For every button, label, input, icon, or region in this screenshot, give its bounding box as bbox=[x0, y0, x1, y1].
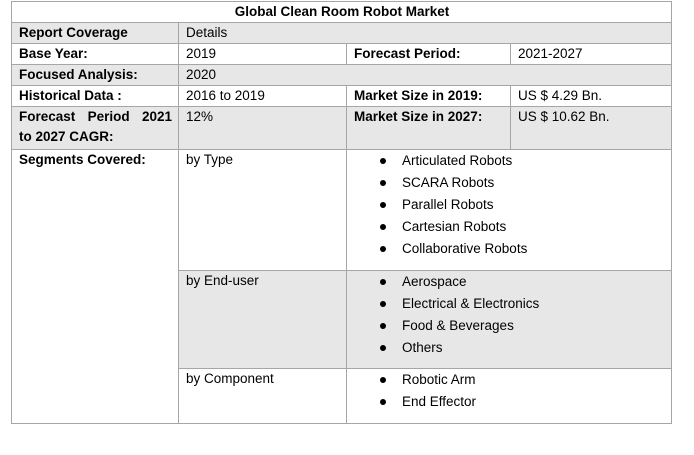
list-item-label: Electrical & Electronics bbox=[402, 296, 540, 311]
table-row bbox=[12, 65, 672, 86]
list-item-label: Articulated Robots bbox=[402, 153, 513, 168]
segment-list bbox=[354, 271, 665, 359]
segment-group-name: by End-user bbox=[179, 271, 347, 369]
table-row bbox=[12, 86, 672, 107]
list-item bbox=[354, 337, 665, 359]
bullet-icon bbox=[380, 180, 386, 186]
base-year-label: Base Year: bbox=[12, 44, 179, 65]
historical-data-label: Historical Data : bbox=[12, 86, 179, 107]
list-item bbox=[354, 271, 665, 293]
list-item bbox=[354, 293, 665, 315]
market-size-2027-label: Market Size in 2027: bbox=[347, 107, 511, 150]
list-item-label: SCARA Robots bbox=[402, 175, 495, 190]
bullet-icon bbox=[380, 202, 386, 208]
bullet-icon bbox=[380, 158, 386, 164]
bullet-icon bbox=[380, 377, 386, 383]
list-item-label: Cartesian Robots bbox=[402, 219, 507, 234]
segment-list bbox=[354, 369, 665, 413]
bullet-icon bbox=[380, 323, 386, 329]
list-item-label: Parallel Robots bbox=[402, 197, 494, 212]
forecast-period-label: Forecast Period: bbox=[347, 44, 511, 65]
segments-covered-label: Segments Covered: bbox=[12, 150, 179, 424]
bullet-icon bbox=[380, 399, 386, 405]
list-item-label: Collaborative Robots bbox=[402, 241, 528, 256]
segment-list-cell bbox=[347, 369, 672, 424]
market-size-2027-value: US $ 10.62 Bn. bbox=[511, 107, 672, 150]
list-item-label: End Effector bbox=[402, 394, 477, 409]
segment-list-cell bbox=[347, 271, 672, 369]
bullet-icon bbox=[380, 246, 386, 252]
segment-list bbox=[354, 150, 665, 260]
forecast-cagr-value: 12% bbox=[179, 107, 347, 150]
list-item-label: Aerospace bbox=[402, 274, 467, 289]
market-size-2019-label: Market Size in 2019: bbox=[347, 86, 511, 107]
market-size-2019-value: US $ 4.29 Bn. bbox=[511, 86, 672, 107]
forecast-cagr-label bbox=[12, 107, 179, 150]
list-item bbox=[354, 172, 665, 194]
list-item bbox=[354, 369, 665, 391]
list-item bbox=[354, 150, 665, 172]
table-row bbox=[12, 150, 672, 271]
report-coverage-label: Report Coverage bbox=[12, 23, 179, 44]
forecast-cagr-label-line1: Forecast Period 2021 bbox=[19, 109, 172, 124]
bullet-icon bbox=[380, 345, 386, 351]
bullet-icon bbox=[380, 279, 386, 285]
bullet-icon bbox=[380, 224, 386, 230]
table-title: Global Clean Room Robot Market bbox=[12, 2, 672, 23]
list-item bbox=[354, 238, 665, 260]
segment-group-name: by Type bbox=[179, 150, 347, 271]
bullet-icon bbox=[380, 301, 386, 307]
base-year-value: 2019 bbox=[179, 44, 347, 65]
table-row bbox=[12, 23, 672, 44]
report-table bbox=[11, 1, 672, 424]
list-item-label: Robotic Arm bbox=[402, 372, 476, 387]
segment-list-cell bbox=[347, 150, 672, 271]
forecast-period-value: 2021-2027 bbox=[511, 44, 672, 65]
forecast-cagr-label-line2: to 2027 CAGR: bbox=[19, 129, 114, 144]
list-item bbox=[354, 391, 665, 413]
list-item bbox=[354, 315, 665, 337]
focused-analysis-value: 2020 bbox=[179, 65, 672, 86]
list-item-label: Food & Beverages bbox=[402, 318, 514, 333]
segment-group-name: by Component bbox=[179, 369, 347, 424]
historical-data-value: 2016 to 2019 bbox=[179, 86, 347, 107]
title-row bbox=[12, 2, 672, 23]
details-header: Details bbox=[179, 23, 672, 44]
focused-analysis-label: Focused Analysis: bbox=[12, 65, 179, 86]
table-row bbox=[12, 44, 672, 65]
list-item bbox=[354, 216, 665, 238]
list-item bbox=[354, 194, 665, 216]
list-item-label: Others bbox=[402, 340, 443, 355]
table-row bbox=[12, 107, 672, 150]
